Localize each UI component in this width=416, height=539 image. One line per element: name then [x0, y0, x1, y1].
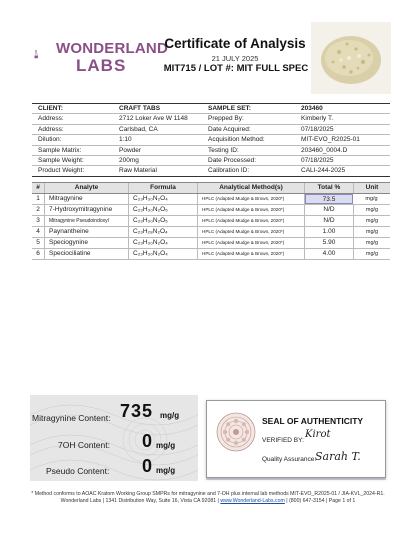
seal-title: SEAL OF AUTHENTICITY	[262, 416, 364, 426]
sample-info-table	[32, 103, 390, 177]
result-num: 4	[32, 227, 45, 237]
col-header-formula: Formula	[129, 183, 198, 193]
results-table	[32, 182, 390, 260]
info-row	[32, 166, 390, 175]
col-header-unit: Unit	[365, 184, 379, 191]
info-cell: 203460_0004.D	[301, 146, 348, 154]
contact-footer	[10, 498, 406, 504]
website-link[interactable]: www.Wonderland-Labs.com	[220, 498, 285, 504]
col-header-method: Analytical Method(s)	[198, 183, 305, 193]
result-analyte: 7-Hydroxymitragynine	[45, 205, 129, 215]
result-row	[32, 216, 390, 227]
col-header-total: Total %	[305, 183, 354, 193]
result-row	[32, 205, 390, 216]
info-cell: Date Acquired:	[208, 125, 251, 133]
result-row	[32, 249, 390, 260]
info-cell: Address:	[38, 125, 64, 133]
info-cell: Kimberly T.	[301, 115, 334, 123]
result-formula: C₂₃H₃₀N₂O₅	[129, 216, 198, 226]
col-header-analyte: Analyte	[45, 183, 129, 193]
powder-sample-image	[311, 22, 391, 94]
result-analyte: Paynantheine	[45, 227, 129, 237]
result-method: HPLC (Adapted Mudge & Brown, 2020*)	[198, 205, 305, 215]
info-row	[32, 135, 390, 145]
result-num: 5	[32, 238, 45, 248]
info-cell: Carlsbad, CA	[119, 125, 158, 133]
info-cell: Calibration ID:	[208, 167, 250, 175]
result-num: 1	[32, 194, 45, 204]
verified-by-label: VERIFIED BY:	[262, 437, 304, 444]
info-row	[32, 146, 390, 156]
sample-photo	[311, 22, 391, 94]
result-num: 6	[32, 249, 45, 259]
info-row	[32, 114, 390, 124]
result-method: HPLC (Adapted Mudge & Brown, 2020*)	[198, 194, 305, 204]
oh-content-unit: mg/g	[156, 441, 176, 450]
info-cell: SAMPLE SET:	[208, 105, 251, 112]
result-method: HPLC (Adapted Mudge & Brown, 2020*)	[198, 216, 305, 226]
result-unit: mg/g	[365, 196, 378, 202]
result-formula: C₂₃H₃₀N₂O₅	[129, 205, 198, 215]
flask-logo-icon	[34, 30, 58, 80]
result-method: HPLC (Adapted Mudge & Brown, 2020*)	[198, 227, 305, 237]
pseudo-content-value: 0	[142, 456, 154, 476]
oh-content-label: 7OH Content:	[58, 440, 110, 450]
result-unit: mg/g	[365, 218, 379, 224]
logo-wordmark-bottom: LABS	[76, 56, 127, 75]
info-cell: 1:10	[119, 136, 132, 144]
result-total: 5.90	[305, 238, 354, 248]
info-cell: 203460	[301, 105, 323, 112]
info-cell: 07/18/2025	[301, 156, 334, 164]
result-unit: mg/g	[365, 251, 379, 257]
result-formula: C₂₃H₂₈N₂O₄	[129, 227, 198, 237]
mitragynine-content-unit: mg/g	[160, 411, 180, 420]
info-cell: Powder	[119, 146, 142, 154]
info-cell: CALI-244-2025	[301, 167, 346, 175]
info-cell: Product Weight:	[38, 167, 85, 175]
result-unit: mg/g	[365, 229, 379, 235]
result-total: 73.5	[305, 194, 353, 204]
result-total: N/D	[305, 205, 354, 215]
pseudo-content-label: Pseudo Content:	[46, 466, 110, 476]
result-formula: C₂₃H₃₀N₂O₄	[129, 194, 198, 204]
result-row	[32, 194, 390, 205]
info-cell: Date Processed:	[208, 156, 257, 164]
info-cell: Raw Material	[119, 167, 157, 175]
info-cell: CRAFT TABS	[119, 105, 161, 112]
result-row	[32, 238, 390, 249]
info-cell: CLIENT:	[38, 105, 63, 112]
result-unit: mg/g	[365, 240, 379, 246]
info-cell: Dilution:	[38, 136, 62, 144]
info-row	[32, 156, 390, 166]
results-header-row	[32, 182, 390, 194]
col-header-num: #	[32, 183, 45, 193]
result-total: 4.00	[305, 249, 354, 259]
pseudo-content-unit: mg/g	[156, 466, 176, 475]
footer-phone-page: | (800) 647-3154 | Page 1 of 1	[284, 498, 356, 504]
result-formula: C₂₃H₃₀N₂O₄	[129, 249, 198, 259]
result-total: 1.00	[305, 227, 354, 237]
info-cell: Sample Weight:	[38, 156, 84, 164]
oh-content-value: 0	[142, 431, 154, 451]
seal-rosette-icon	[216, 412, 256, 452]
result-num: 3	[32, 216, 45, 226]
info-cell: 07/18/2025	[301, 125, 334, 133]
result-unit: mg/g	[365, 207, 379, 213]
result-formula: C₂₃H₃₀N₂O₄	[129, 238, 198, 248]
result-analyte: Mitragynine	[45, 194, 129, 204]
verified-signature: Kirot	[305, 429, 331, 440]
result-analyte: Speciociliatine	[45, 249, 129, 259]
info-cell: Prepped By:	[208, 115, 244, 123]
result-row	[32, 227, 390, 238]
mitragynine-content-label: Mitragynine Content:	[32, 413, 111, 423]
result-analyte: Speciogynine	[45, 238, 129, 248]
result-analyte: Mitragynine Pseudoindoxyl	[45, 216, 129, 226]
info-cell: 2712 Loker Ave W 1148	[119, 115, 188, 123]
logo-wordmark-top: WONDERLAND	[56, 40, 168, 57]
info-cell: 200mg	[119, 156, 139, 164]
footer-address: Wonderland Labs | 1341 Distribution Way, Suite 16, Vista CA 92081 |	[60, 498, 221, 504]
page-title: Certificate of Analysis	[164, 36, 306, 51]
info-cell: Address:	[38, 115, 64, 123]
result-method: HPLC (Adapted Mudge & Brown, 2020*)	[198, 249, 305, 259]
quality-assurance-label: Quality Assurance:	[262, 456, 317, 463]
result-num: 2	[32, 205, 45, 215]
info-cell: Testing ID:	[208, 146, 239, 154]
result-total: N/D	[305, 216, 354, 226]
info-row	[32, 104, 390, 114]
mitragynine-content-value: 735	[120, 401, 154, 421]
info-row	[32, 125, 390, 135]
result-method: HPLC (Adapted Mudge & Brown, 2020*)	[198, 238, 305, 248]
qa-signature: Sarah T.	[315, 450, 361, 463]
info-cell: Sample Matrix:	[38, 146, 82, 154]
info-cell: MIT-EVO_R2025-01	[301, 136, 360, 144]
method-footnote: * Method conforms to AOAC Kratom Working Group SMPRs for mitragynine and 7-OH plus internal lab methods MIT-EVO_R2025-01 / JIA-KVL_2024-R1.	[31, 491, 385, 497]
info-cell: Acquisition Method:	[208, 136, 265, 144]
report-date: 21 JULY 2025	[211, 54, 259, 63]
potency-panel	[30, 395, 198, 481]
lot-line: MIT715 / LOT #: MIT FULL SPEC	[163, 63, 309, 74]
